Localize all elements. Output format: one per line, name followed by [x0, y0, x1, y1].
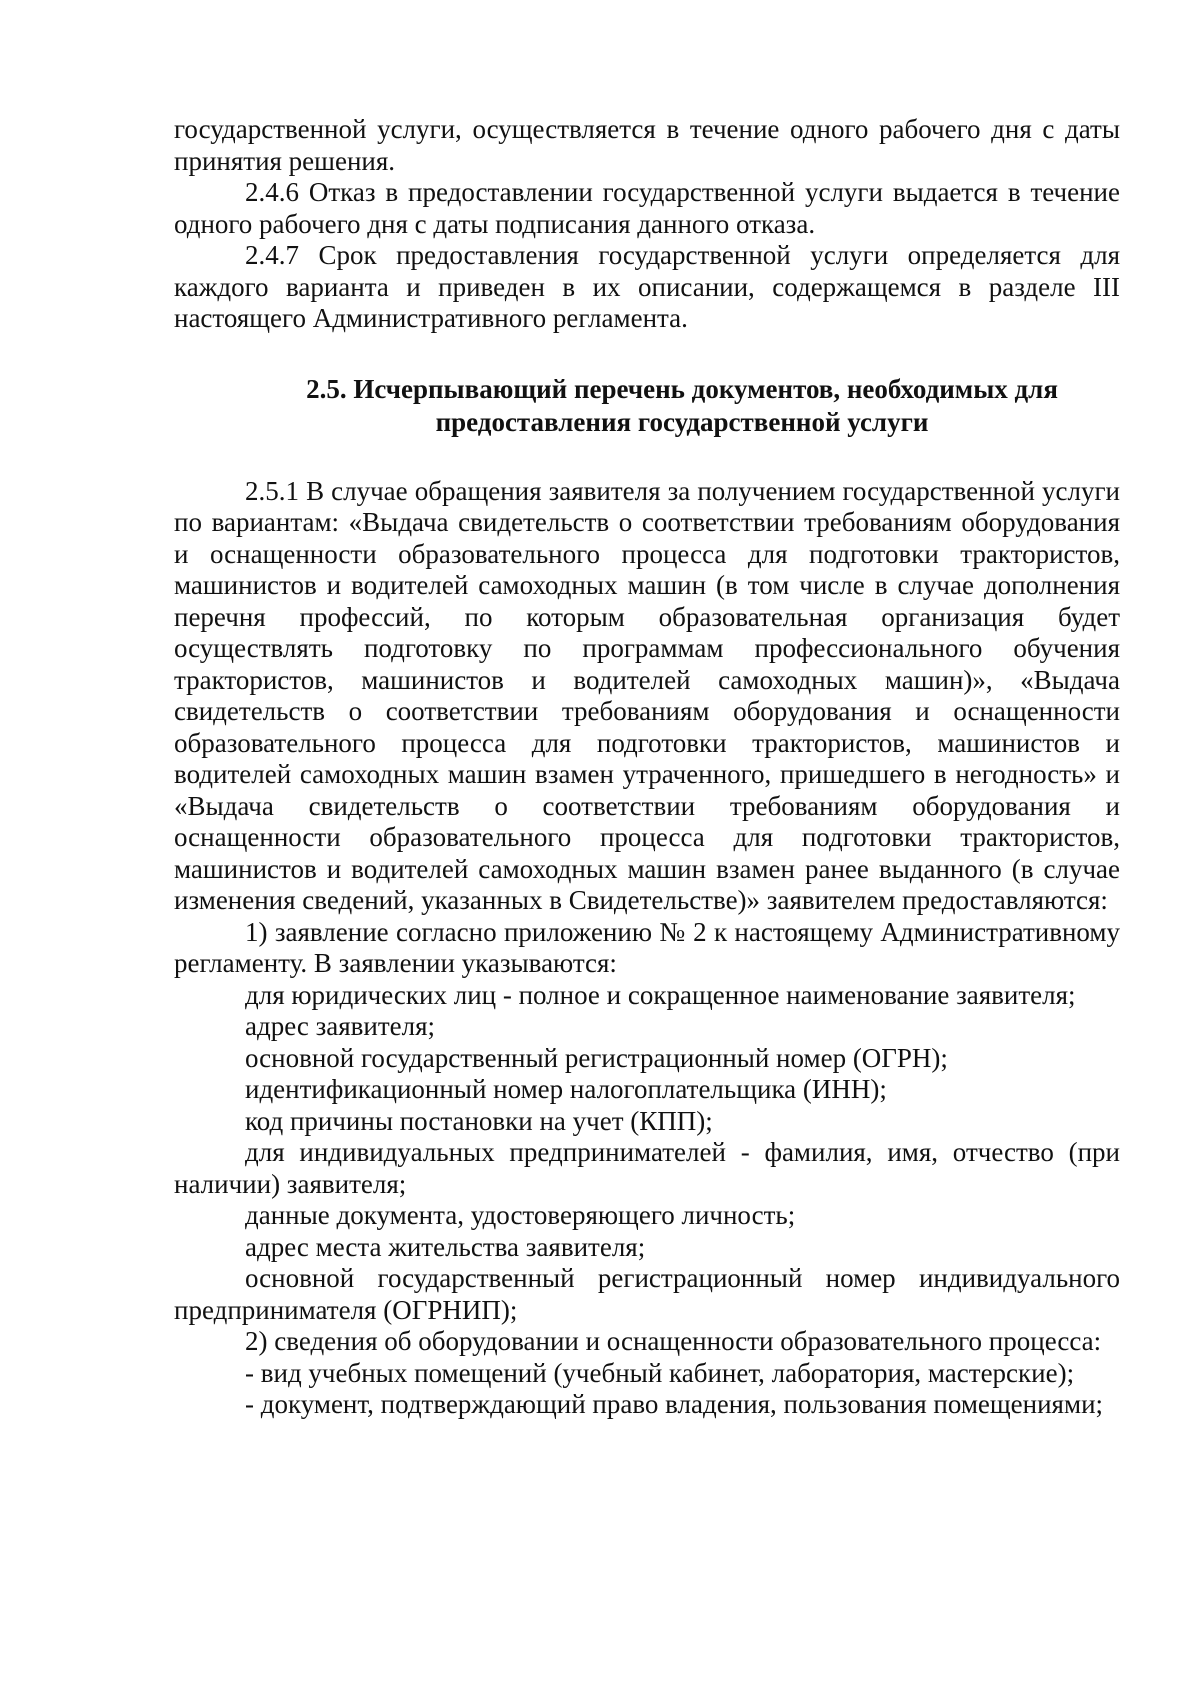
field-ogrnip: основной государственный регистрационный номер индивидуального предпринимателя (ОГРНИП);: [174, 1263, 1120, 1325]
field-identity-document: данные документа, удостоверяющего личность;: [245, 1200, 796, 1230]
field-applicant-address: адрес заявителя;: [245, 1011, 436, 1041]
list-item-1-application: 1) заявление согласно приложению № 2 к настоящему Административному регламенту. В заявлении указываются:: [174, 916, 1120, 978]
field-room-types: - вид учебных помещений (учебный кабинет, лаборатория, мастерские);: [245, 1357, 1075, 1388]
document-page: [174, 114, 1120, 1421]
paragraph-2-5-1: 2.5.1 В случае обращения заявителя за получением государственной услуги по вариантам: «Выдача свидетельств о соответствии требованиям оборудования и оснащенности образовательного процесса для подготовки трактористов, машинистов и водителей самоходных машин (в том числе в случае дополнения перечня профессий, по которым образовательная организация будет осуществлять подготовку по программам профессионального обучения трактористов, машинистов и водителей самоходных машин)», «Выдача свидетельств о соответствии требованиям оборудования и оснащенности образовательного процесса для подготовки трактористов, машинистов и водителей самоходных машин взамен утраченного, пришедшего в негодность» и «Выдача свидетельств о соответствии требованиям оборудования и оснащенности образовательного процесса для подготовки трактористов, машинистов и водителей самоходных машин взамен ранее выданного (в случае изменения сведений, указанных в Свидетельстве)» заявителем предоставляются:: [174, 475, 1120, 915]
list-item-2-equipment: 2) сведения об оборудовании и оснащенности образовательного процесса:: [245, 1326, 1102, 1356]
field-individual-entrepreneur-name: для индивидуальных предпринимателей - фамилия, имя, отчество (при наличии) заявителя;: [174, 1137, 1120, 1199]
section-heading-2-5: [174, 373, 1120, 439]
field-residence-address: адрес места жительства заявителя;: [245, 1231, 646, 1262]
heading-line-1: 2.5. Исчерпывающий перечень документов, необходимых для: [306, 373, 1058, 404]
field-ownership-document: - документ, подтверждающий право владения, пользования помещениями;: [245, 1389, 1104, 1419]
field-inn: идентификационный номер налогоплательщика (ИНН);: [245, 1074, 887, 1104]
paragraph-2-4-7: 2.4.7 Срок предоставления государственной услуги определяется для каждого варианта и приведен в их описании, содержащемся в разделе III настоящего Административного регламента.: [174, 240, 1120, 333]
field-kpp: код причины постановки на учет (КПП);: [245, 1105, 713, 1136]
field-ogrn: основной государственный регистрационный номер (ОГРН);: [245, 1042, 948, 1073]
paragraph-2-4-6: 2.4.6 Отказ в предоставлении государственной услуги выдается в течение одного рабочего дня с даты подписания данного отказа.: [174, 177, 1120, 239]
heading-line-2: предоставления государственной услуги: [435, 406, 929, 437]
field-legal-entity-name: для юридических лиц - полное и сокращенное наименование заявителя;: [245, 979, 1076, 1010]
paragraph-continuation: государственной услуги, осуществляется в течение одного рабочего дня с даты принятия решения.: [174, 114, 1120, 176]
